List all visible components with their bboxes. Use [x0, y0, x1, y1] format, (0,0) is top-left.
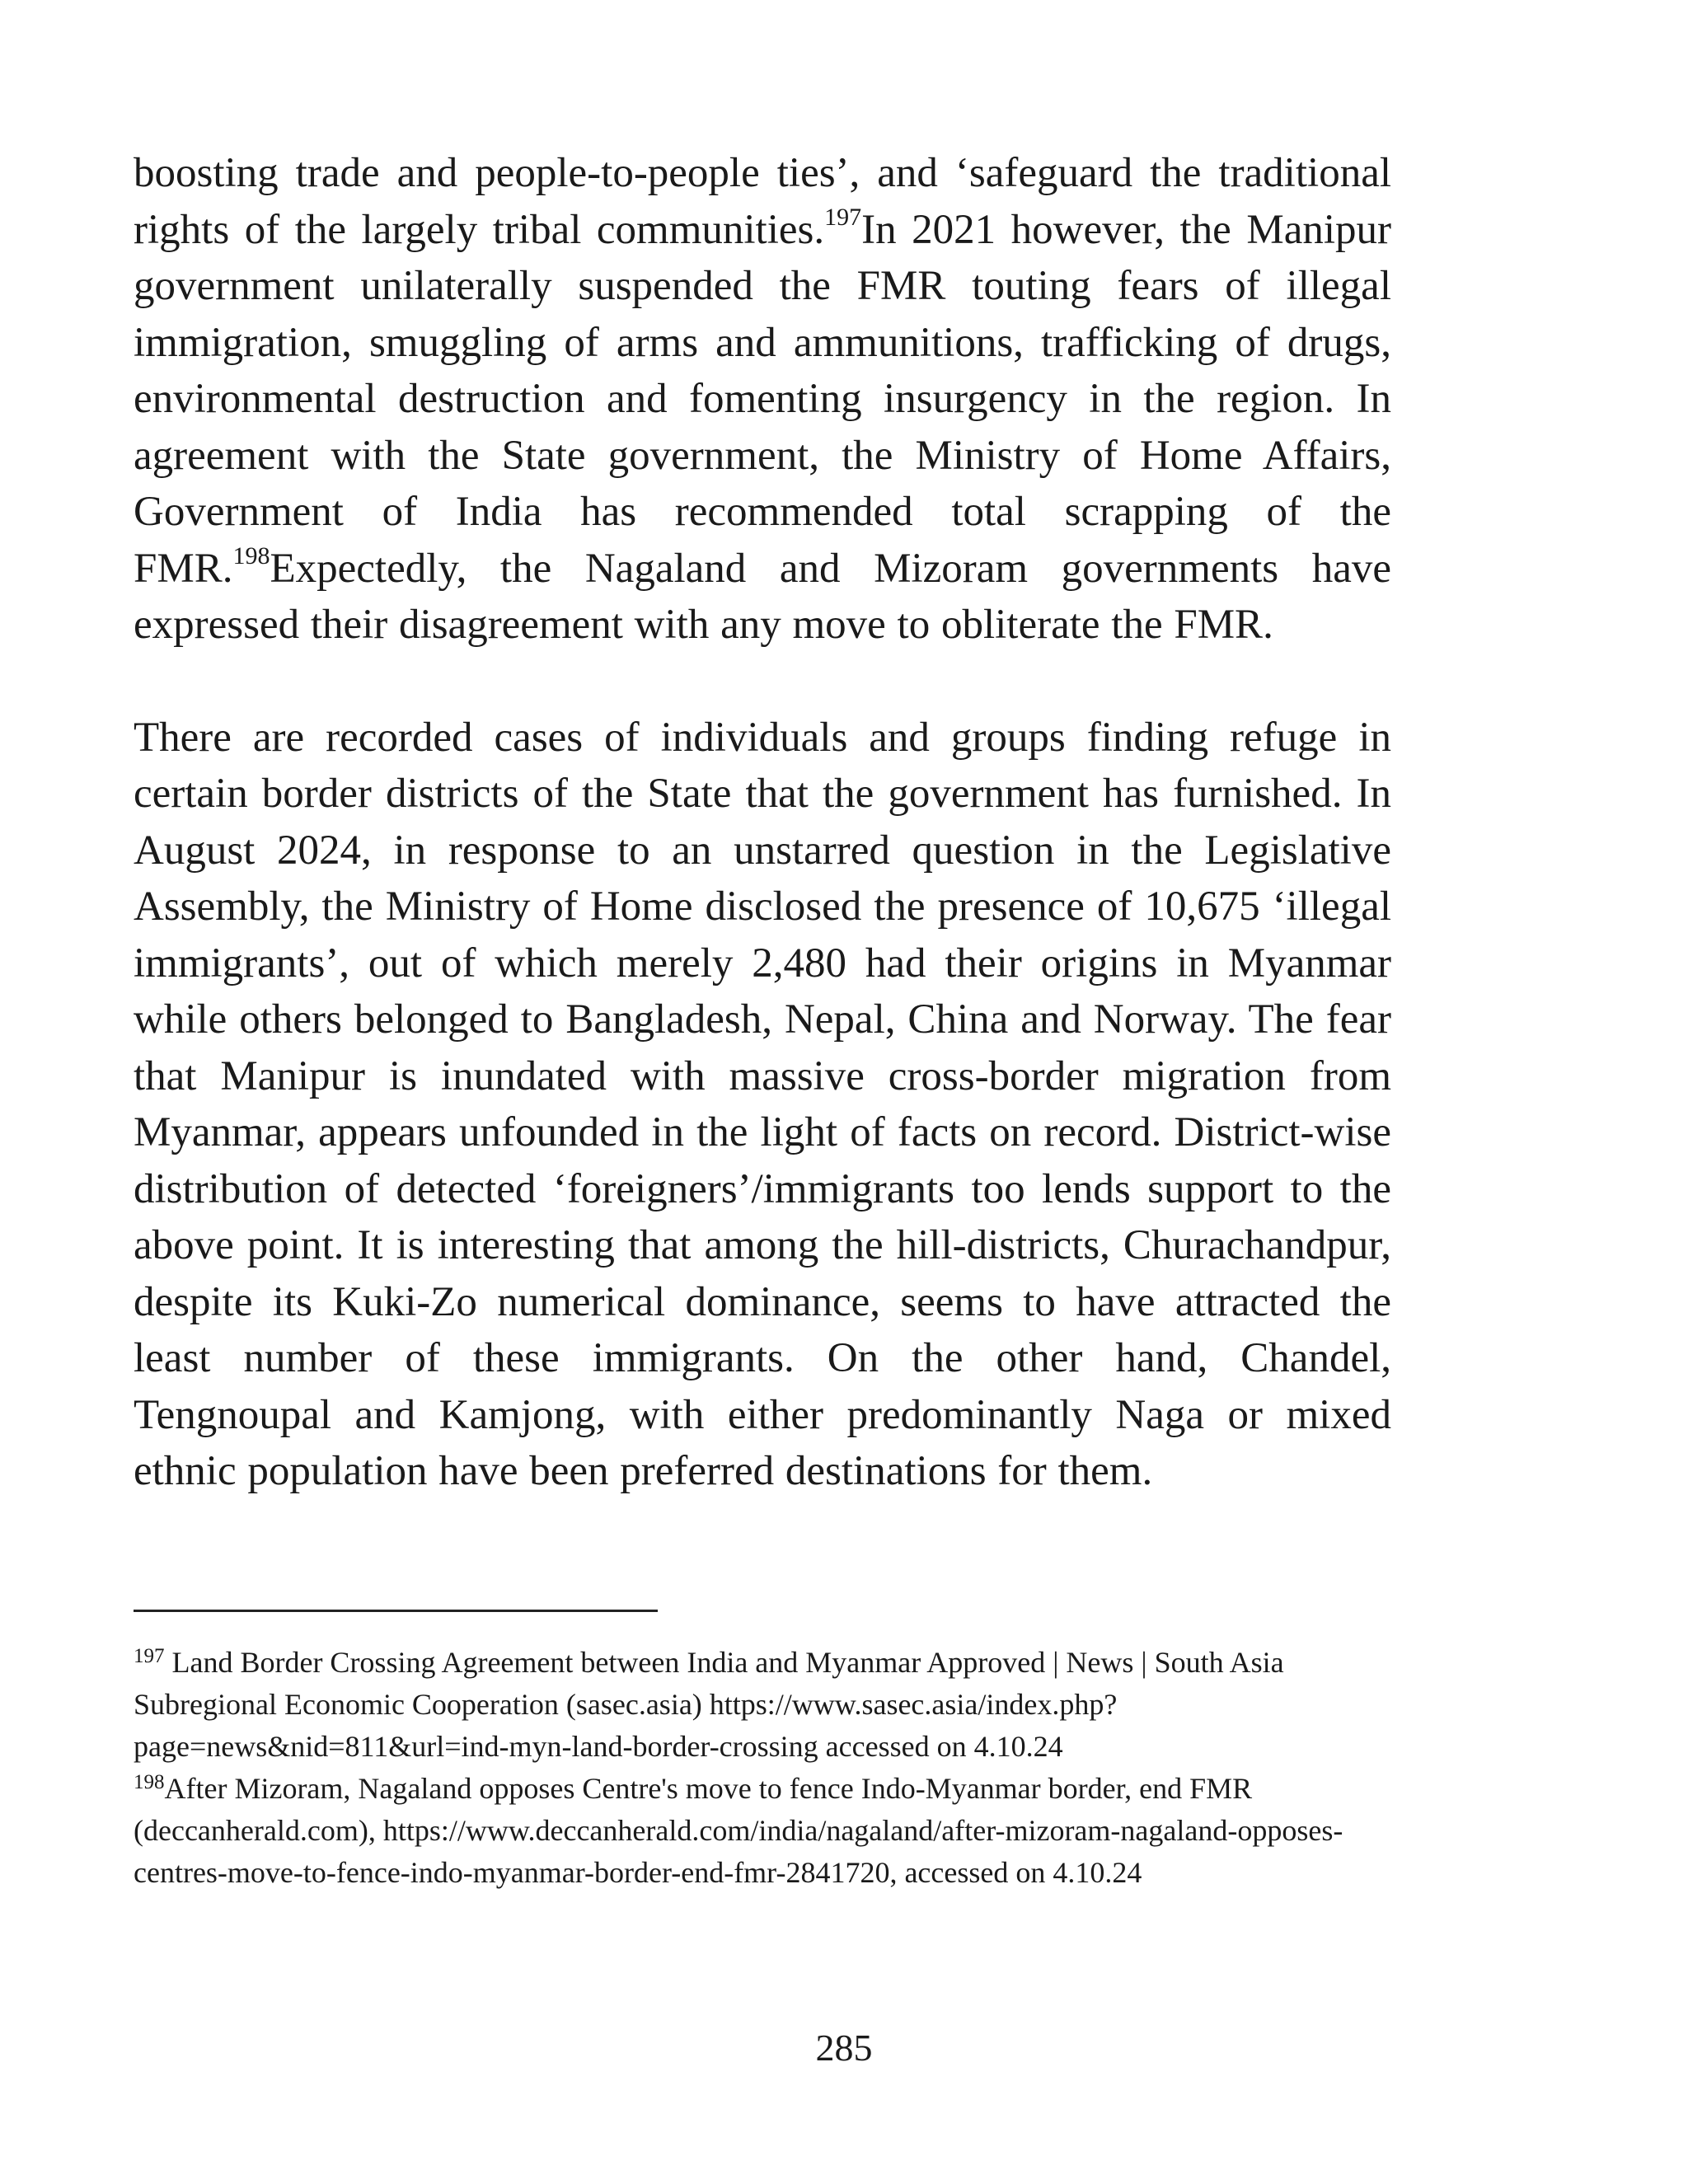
page-number: 285 [815, 2027, 873, 2069]
footnote-text: Land Border Crossing Agreement between India and Myanmar Approved | News | South Asia Subregional Economic Cooperation (sasec.asia) https://www.sasec.asia/index.php?page=news&nid=811&url=ind-myn-land-border-crossing accessed on 4.10.24 [134, 1646, 1284, 1763]
footnote-text: After Mizoram, Nagaland opposes Centre's move to fence Indo-Myanmar border, end FMR (deccanherald.com), https://www.deccanherald.com/india/nagaland/after-mizoram-nagaland-opposes-centres-move-to-fence-indo-myanmar-border-end-fmr-2841720, accessed on 4.10.24 [134, 1772, 1343, 1889]
footnote-198 [134, 1768, 1391, 1894]
footnote-reference[interactable]: 198 [232, 541, 270, 569]
paragraph-text: In 2021 however, the Manipur government unilaterally suspended the FMR touting fears of illegal immigration, smuggling of arms and ammunitions, trafficking of drugs, environmental destruction and fomenting insurgency in the region. In agreement with the State government, the Ministry of Home Affairs, Government of India has recommended total scrapping of the FMR. [134, 206, 1391, 592]
footnote-197 [134, 1642, 1391, 1768]
footnote-separator [134, 1610, 658, 1612]
paragraph [134, 710, 1391, 1500]
footnote-number: 197 [134, 1645, 165, 1667]
body-text [134, 145, 1391, 1500]
footnote-reference[interactable]: 197 [824, 203, 862, 231]
footnotes [134, 1642, 1391, 1894]
paragraph-text: Expectedly, the Nagaland and Mizoram governments have expressed their disagreement with any move to obliterate the FMR. [134, 545, 1391, 648]
paragraph-text: boosting trade and people-to-people ties’, and ‘safeguard the traditional rights of the largely tribal communities. [134, 150, 1391, 253]
footnote-number: 198 [134, 1771, 165, 1793]
paragraph-text: There are recorded cases of individuals and groups finding refuge in certain border districts of the State that the government has furnished. In August 2024, in response to an unstarred question in the Legislative Assembly, the Ministry of Home disclosed the presence of 10,675 ‘illegal immigrants’, out of which merely 2,480 had their origins in Myanmar while others belonged to Bangladesh, Nepal, China and Norway. The fear that Manipur is inundated with massive cross-border migration from Myanmar, appears unfounded in the light of facts on record. District-wise distribution of detected ‘foreigners’/immigrants too lends support to the above point. It is interesting that among the hill-districts, Churachandpur, despite its Kuki-Zo numerical dominance, seems to have attracted the least number of these immigrants. On the other hand, Chandel, Tengnoupal and Kamjong, with either predominantly Naga or mixed ethnic population have been preferred destinations for them. [134, 714, 1391, 1494]
paragraph [134, 145, 1391, 654]
